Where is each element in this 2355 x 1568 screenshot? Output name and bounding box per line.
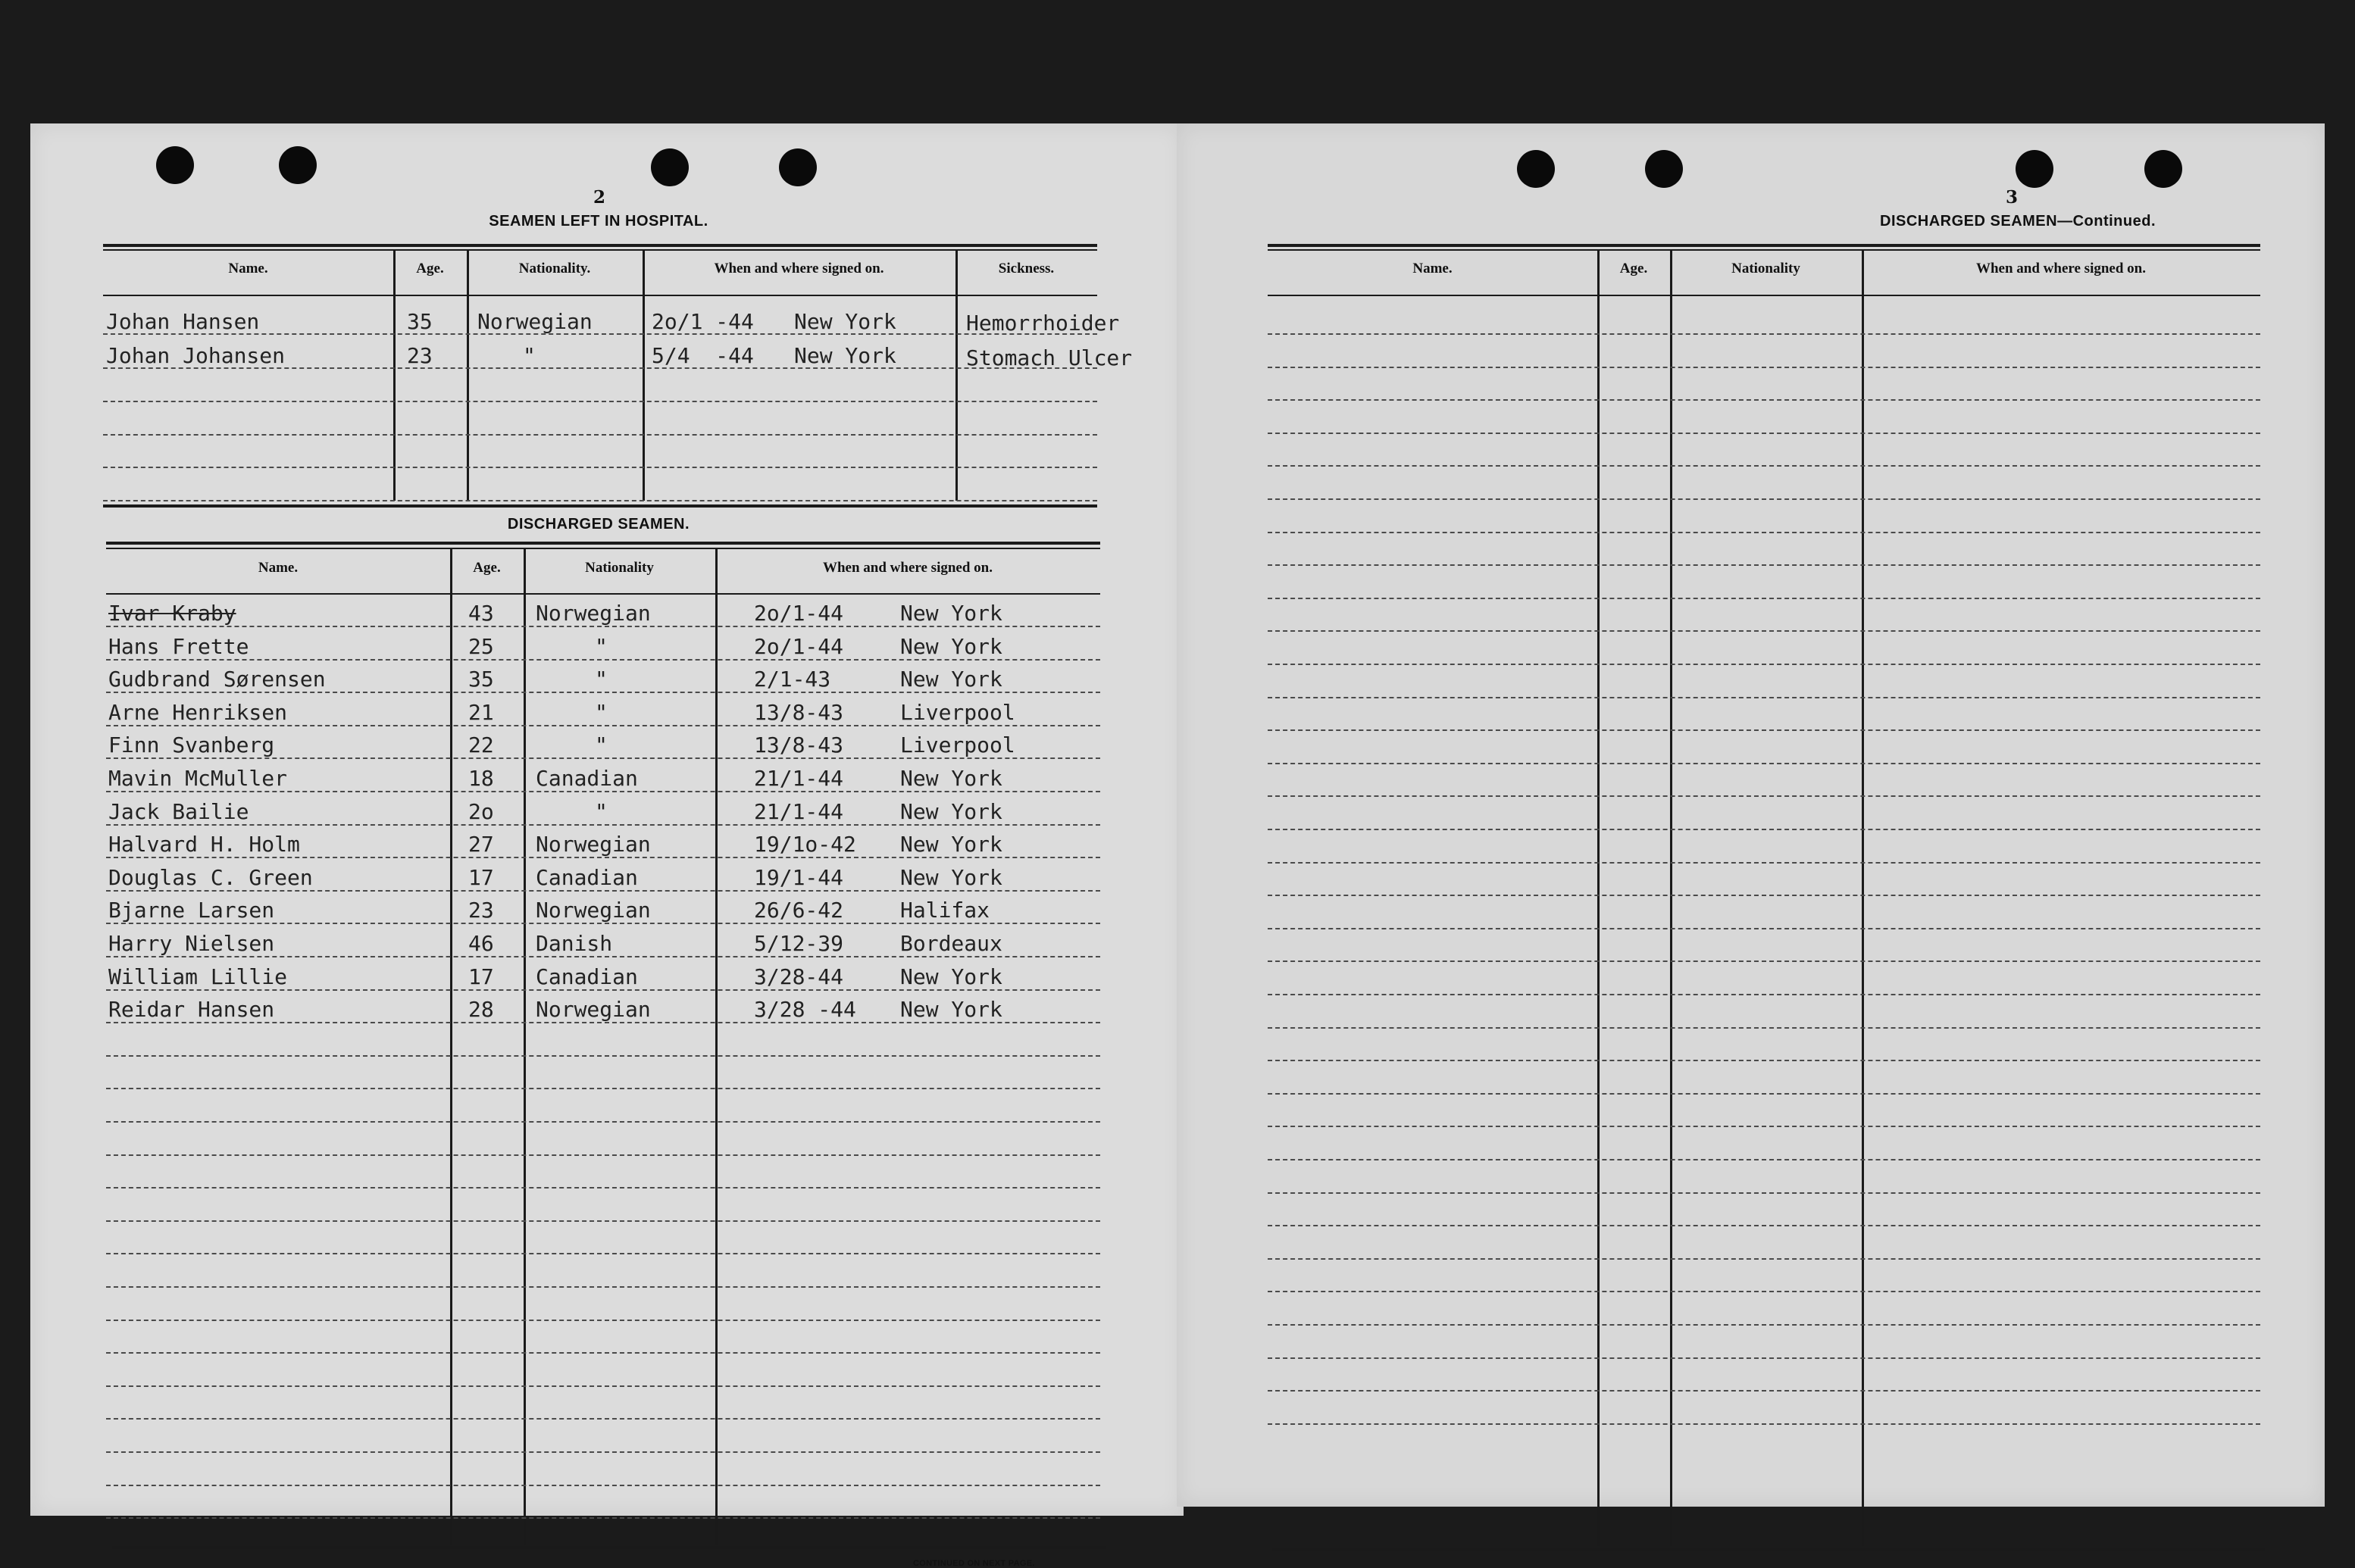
cell-date: 2o/1-44 xyxy=(754,601,844,626)
binder-hole xyxy=(2016,150,2053,188)
row-line xyxy=(106,1055,1100,1057)
column-divider xyxy=(715,549,718,1545)
row-line xyxy=(106,1154,1100,1156)
row-line xyxy=(1268,433,2260,434)
cell-age: 17 xyxy=(468,964,494,989)
column-header-sickness: Sickness. xyxy=(998,261,1055,276)
binder-hole xyxy=(779,148,817,186)
column-header-name: Name. xyxy=(228,261,268,276)
cell-date: 3/28-44 xyxy=(754,964,844,989)
row-line xyxy=(106,791,1100,792)
header-rule xyxy=(1268,295,2260,296)
cell-age: 22 xyxy=(468,732,494,758)
cell-place: New York xyxy=(900,601,1002,626)
cell-place: New York xyxy=(794,343,896,368)
cell-name: Ivar Kraby xyxy=(108,601,236,626)
row-line xyxy=(1268,498,2260,500)
row-line xyxy=(1268,399,2260,401)
row-line xyxy=(1268,532,2260,533)
cell-nationality: " xyxy=(523,343,536,368)
row-line xyxy=(103,467,1097,468)
row-line xyxy=(106,1253,1100,1254)
cell-age: 46 xyxy=(468,931,494,956)
column-divider xyxy=(643,251,645,501)
row-line xyxy=(1268,630,2260,632)
cell-name: Johan Hansen xyxy=(106,309,260,334)
row-line xyxy=(1268,1126,2260,1127)
discharged-continued-title: DISCHARGED SEAMEN—Continued. xyxy=(1880,213,2156,230)
row-line xyxy=(1268,928,2260,929)
column-header-age: Age. xyxy=(473,560,501,576)
cell-date: 26/6-42 xyxy=(754,898,844,923)
cell-age: 23 xyxy=(407,343,433,368)
cell-sickness: Hemorrhoider xyxy=(966,311,1120,336)
row-line xyxy=(1268,1225,2260,1226)
row-line xyxy=(103,401,1097,402)
continued-note: CONTINUED ON NEXT PAGE. xyxy=(913,1559,1035,1568)
cell-nationality: Norwegian xyxy=(536,832,651,857)
cell-age: 17 xyxy=(468,864,494,890)
cell-nationality: Norwegian xyxy=(536,601,651,626)
column-divider xyxy=(1862,251,1864,1546)
discharged-section-title: DISCHARGED SEAMEN. xyxy=(507,516,690,533)
cell-place: New York xyxy=(900,832,1002,857)
cell-name: Gudbrand Sørensen xyxy=(108,667,326,692)
cell-date: 21/1-44 xyxy=(754,766,844,791)
row-line xyxy=(1268,1258,2260,1260)
cell-age: 35 xyxy=(407,309,433,334)
row-line xyxy=(106,1352,1100,1354)
row-line xyxy=(106,923,1100,924)
row-line xyxy=(106,989,1100,991)
row-line xyxy=(1268,829,2260,830)
row-line xyxy=(106,1320,1100,1321)
cell-date: 19/1-44 xyxy=(754,864,844,890)
cell-date: 13/8-43 xyxy=(754,732,844,758)
cell-nationality: Norwegian xyxy=(536,898,651,923)
cell-name: Reidar Hansen xyxy=(108,997,275,1023)
cell-place: Halifax xyxy=(900,898,990,923)
cell-nationality: " xyxy=(595,667,608,692)
page-number: 2 xyxy=(593,187,605,208)
cell-place: Liverpool xyxy=(900,699,1015,725)
row-line xyxy=(1268,729,2260,731)
row-line xyxy=(1268,960,2260,962)
row-line xyxy=(1268,333,2260,335)
row-line xyxy=(1268,895,2260,896)
binder-hole xyxy=(651,148,689,186)
cell-name: Hans Frette xyxy=(108,633,249,659)
row-line xyxy=(106,1286,1100,1288)
row-line xyxy=(106,626,1100,627)
cell-name: Bjarne Larsen xyxy=(108,898,275,923)
cell-name: Douglas C. Green xyxy=(108,864,313,890)
row-line xyxy=(106,956,1100,957)
cell-name: Mavin McMuller xyxy=(108,766,288,791)
cell-place: New York xyxy=(900,667,1002,692)
binder-hole xyxy=(1645,150,1683,188)
row-line xyxy=(1268,1159,2260,1160)
row-line xyxy=(106,1220,1100,1222)
column-divider xyxy=(524,549,526,1545)
column-divider xyxy=(955,251,958,501)
cell-name: Halvard H. Holm xyxy=(108,832,300,857)
column-divider xyxy=(393,251,396,501)
row-line xyxy=(106,757,1100,759)
cell-nationality: Danish xyxy=(536,931,613,956)
row-line xyxy=(103,500,1097,501)
table-rule xyxy=(112,1546,1106,1549)
cell-age: 21 xyxy=(468,699,494,725)
row-line xyxy=(106,1418,1100,1420)
column-divider xyxy=(450,549,452,1545)
cell-date: 3/28 -44 xyxy=(754,997,856,1023)
cell-name: Harry Nielsen xyxy=(108,931,275,956)
row-line xyxy=(1268,697,2260,698)
cell-place: New York xyxy=(900,766,1002,791)
column-header-nationality: Nationality. xyxy=(518,261,591,276)
column-header-name: Name. xyxy=(1412,261,1453,276)
cell-place: New York xyxy=(900,798,1002,824)
column-divider xyxy=(1670,251,1672,1546)
left-page xyxy=(30,123,1184,1568)
cell-place: Bordeaux xyxy=(900,931,1002,956)
cell-nationality: Norwegian xyxy=(536,997,651,1023)
cell-nationality: Canadian xyxy=(536,766,638,791)
row-line xyxy=(1268,795,2260,797)
row-line xyxy=(106,1187,1100,1188)
table-rule xyxy=(103,504,1097,508)
row-line xyxy=(1268,664,2260,665)
binder-hole xyxy=(2144,150,2182,188)
row-line xyxy=(1268,1093,2260,1095)
table-rule xyxy=(1268,244,2260,247)
row-line xyxy=(106,1517,1100,1519)
row-line xyxy=(106,1121,1100,1123)
table-rule xyxy=(106,542,1100,545)
column-header-signed-on: When and where signed on. xyxy=(822,560,993,576)
cell-age: 18 xyxy=(468,766,494,791)
column-header-nationality: Nationality xyxy=(1731,261,1800,276)
cell-nationality: " xyxy=(595,633,608,659)
row-line xyxy=(103,434,1097,436)
cell-date: 21/1-44 xyxy=(754,798,844,824)
row-line xyxy=(1268,763,2260,764)
row-line xyxy=(1268,367,2260,368)
cell-age: 2o xyxy=(468,798,494,824)
column-header-signed-on: When and where signed on. xyxy=(1975,261,2146,276)
row-line xyxy=(1268,1357,2260,1359)
cell-age: 27 xyxy=(468,832,494,857)
cell-name: Jack Bailie xyxy=(108,798,249,824)
header-rule xyxy=(106,593,1100,595)
row-line xyxy=(1268,598,2260,599)
cell-name: Finn Svanberg xyxy=(108,732,275,758)
row-line xyxy=(1268,465,2260,467)
cell-date: 5/4 -44 xyxy=(652,343,754,368)
cell-nationality: Canadian xyxy=(536,964,638,989)
cell-nationality: Canadian xyxy=(536,864,638,890)
row-line xyxy=(1268,1060,2260,1061)
cell-age: 43 xyxy=(468,601,494,626)
row-line xyxy=(106,890,1100,892)
row-line xyxy=(106,1022,1100,1023)
row-line xyxy=(1268,1324,2260,1326)
cell-date: 13/8-43 xyxy=(754,699,844,725)
row-line xyxy=(1268,1291,2260,1292)
cell-sickness: Stomach Ulcer xyxy=(966,345,1133,370)
cell-name: William Lillie xyxy=(108,964,288,989)
table-rule xyxy=(1268,249,2260,251)
column-header-signed-on: When and where signed on. xyxy=(714,261,884,276)
cell-place: New York xyxy=(900,997,1002,1023)
cell-date: 2o/1 -44 xyxy=(652,309,754,334)
cell-name: Arne Henriksen xyxy=(108,699,288,725)
header-rule xyxy=(103,295,1097,296)
cell-date: 2o/1-44 xyxy=(754,633,844,659)
cell-date: 19/1o-42 xyxy=(754,832,856,857)
binder-hole xyxy=(279,146,317,184)
cell-nationality: " xyxy=(595,798,608,824)
binder-hole xyxy=(1517,150,1555,188)
cell-date: 5/12-39 xyxy=(754,931,844,956)
row-line xyxy=(1268,1423,2260,1425)
cell-nationality: " xyxy=(595,699,608,725)
cell-place: New York xyxy=(900,633,1002,659)
row-line xyxy=(106,1385,1100,1387)
row-line xyxy=(106,692,1100,693)
column-header-name: Name. xyxy=(258,560,299,576)
cell-age: 28 xyxy=(468,997,494,1023)
row-line xyxy=(1268,564,2260,566)
row-line xyxy=(1268,1027,2260,1029)
cell-nationality: Norwegian xyxy=(477,309,593,334)
table-rule xyxy=(106,548,1100,549)
table-rule xyxy=(1272,1548,2265,1551)
table-rule xyxy=(103,244,1097,247)
column-divider xyxy=(467,251,469,501)
row-line xyxy=(1268,1390,2260,1392)
cell-place: New York xyxy=(900,864,1002,890)
cell-place: New York xyxy=(794,309,896,334)
cell-nationality: " xyxy=(595,732,608,758)
page-number: 3 xyxy=(2005,187,2018,208)
row-line xyxy=(1268,862,2260,864)
column-divider xyxy=(1597,251,1600,1546)
column-header-age: Age. xyxy=(416,261,444,276)
row-line xyxy=(106,1088,1100,1089)
row-line xyxy=(106,857,1100,858)
row-line xyxy=(106,725,1100,726)
cell-age: 35 xyxy=(468,667,494,692)
row-line xyxy=(1268,994,2260,995)
row-line xyxy=(106,824,1100,826)
table-rule xyxy=(103,249,1097,251)
row-line xyxy=(106,1451,1100,1453)
row-line xyxy=(106,1485,1100,1486)
cell-date: 2/1-43 xyxy=(754,667,831,692)
binder-hole xyxy=(156,146,194,184)
cell-age: 23 xyxy=(468,898,494,923)
hospital-section-title: SEAMEN LEFT IN HOSPITAL. xyxy=(489,213,708,230)
row-line xyxy=(106,659,1100,661)
column-header-age: Age. xyxy=(1619,261,1648,276)
cell-place: New York xyxy=(900,964,1002,989)
cell-age: 25 xyxy=(468,633,494,659)
row-line xyxy=(1268,1192,2260,1194)
cell-place: Liverpool xyxy=(900,732,1015,758)
cell-name: Johan Johansen xyxy=(106,343,286,368)
column-header-nationality: Nationality xyxy=(585,560,654,576)
right-page xyxy=(1177,123,2325,1507)
